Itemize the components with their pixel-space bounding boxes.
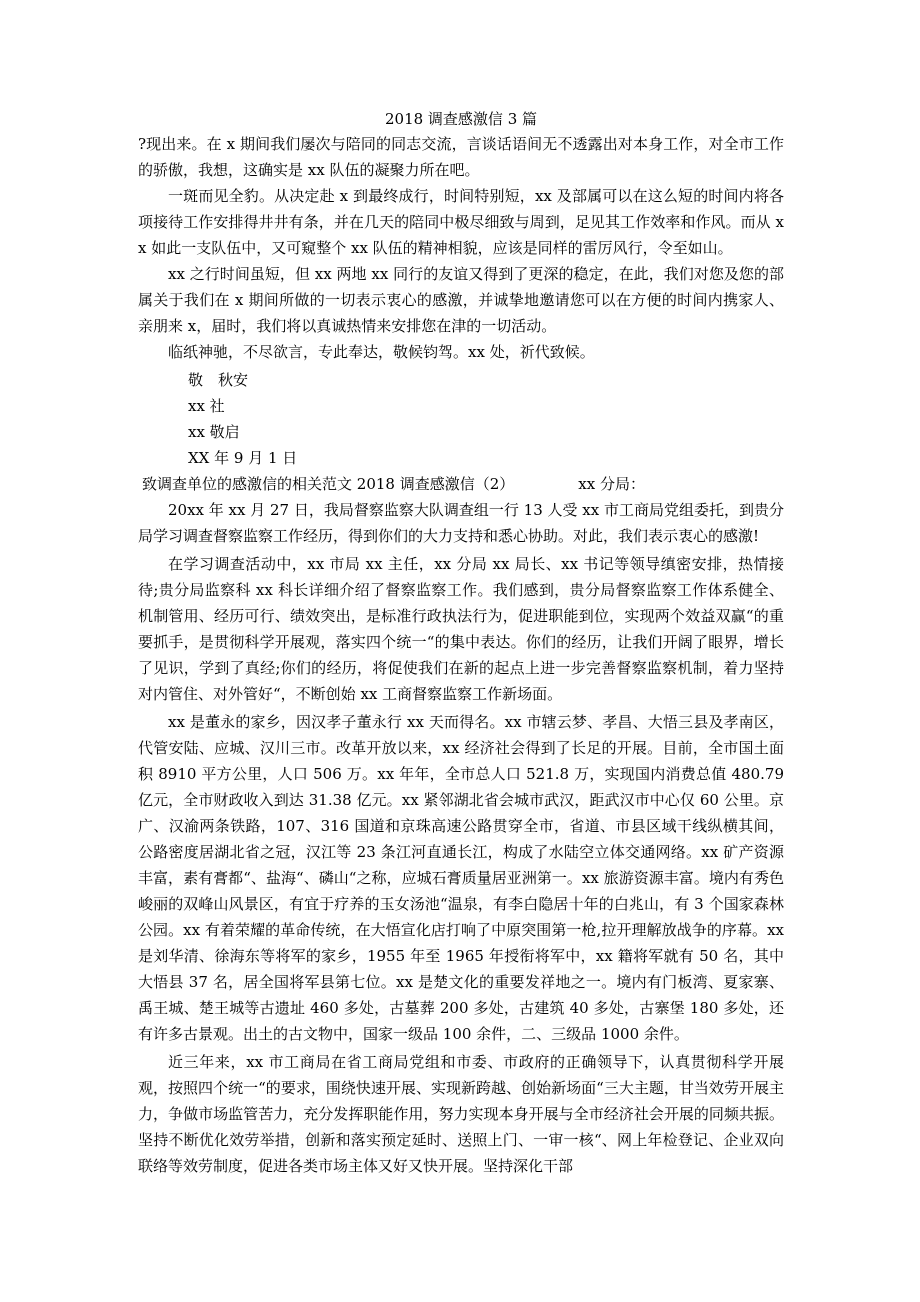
document-title: 2018 调查感激信 3 篇 xyxy=(384,110,538,128)
closing-date: XX 年 9 月 1 日 xyxy=(188,449,298,467)
paragraph: xx 之行时间虽短，但 xx 两地 xx 同行的友谊又得到了更深的稳定，在此，我们对您及您的部属关于我们在 x 期间所做的一切表示衷心的感激，并诚挚地邀请您可以在方便的时间内携家人、亲朋来 x，届时，我们将以真诚热情来安排您在津的一切活动。 xyxy=(138,265,784,335)
section-heading-recipient: xx 分局： xyxy=(578,475,645,493)
section-heading xyxy=(138,471,784,497)
closing-salute: 敬 秋安 xyxy=(188,371,249,389)
paragraph: 临纸神驰，不尽欲言，专此奉达，敬候钧驾。xx 处，祈代致候。 xyxy=(168,343,595,361)
paragraph: 在学习调查活动中，xx 市局 xx 主任，xx 分局 xx 局长、xx 书记等领导缜密安排，热情接待;贵分局监察科 xx 科长详细介绍了督察监察工作。我们感到，贵分局督察监察工作体系健全、机制管用、经历可行、绩效突出，是标准行政执法行为，促进职能到位，实现两个效益双赢“的重要抓手，是贯彻科学开展观，落实四个统一“的集中表达。你们的经历，让我们开阔了眼界，增长了见识，学到了真经;你们的经历，将促使我们在新的起点上进一步完善督察监察机制，着力坚持对内管住、对外管好“，不断创始 xx 工商督察监察工作新场面。 xyxy=(138,555,784,703)
paragraph: xx 是董永的家乡，因汉孝子董永行 xx 天而得名。xx 市辖云梦、孝昌、大悟三县及孝南区，代管安陆、应城、汉川三市。改革开放以来，xx 经济社会得到了长足的开展。目前，全市国土面积 8910 平方公里，人口 506 万。xx 年年，全市总人口 521.8 万，实现国内消费总值 480.79 亿元，全市财政收入到达 31.38 亿元。xx 紧邻湖北省会城市武汉，距武汉市中心仅 60 公里。京广、汉渝两条铁路，107、316 国道和京珠高速公路贯穿全市，省道、市县区域干线纵横其间，公路密度居湖北省之冠，汉江等 23 条江河直通长江，构成了水陆空立体交通网络。xx 矿产资源丰富，素有膏都“、盐海“、磷山“之称，应城石膏质量居亚洲第一。xx 旅游资源丰富。境内有秀色峻丽的双峰山风景区，有宜于疗养的玉女汤池“温泉，有李白隐居十年的白兆山，有 3 个国家森林公园。xx 有着荣耀的革命传统，在大悟宣化店打响了中原突围第一枪,拉开理解放战争的序幕。xx 是刘华清、徐海东等将军的家乡，1955 年至 1965 年授衔将军中，xx 籍将军就有 50 名，其中大悟县 37 名，居全国将军县第七位。xx 是楚文化的重要发祥地之一。境内有门板湾、夏家寨、禹王城、楚王城等古遗址 460 多处，古墓葬 200 多处，古建筑 40 多处，古寨堡 180 多处，还有许多古景观。出土的古文物中，国家一级品 100 余件，二、三级品 1000 余件。 xyxy=(138,713,784,1043)
paragraph: 20xx 年 xx 月 27 日，我局督察监察大队调查组一行 13 人受 xx 市工商局党组委托，到贵分局学习调查督察监察工作经历，得到你们的大力支持和悉心协助。对此，我们表示衷心的感激! xyxy=(138,501,784,545)
paragraph: 近三年来，xx 市工商局在省工商局党组和市委、市政府的正确领导下，认真贯彻科学开展观，按照四个统一“的要求，围绕快速开展、实现新跨越、创始新场面“三大主题，甘当效劳开展主力，争做市场监管苦力，充分发挥职能作用，努力实现本身开展与全市经济社会开展的同频共振。坚持不断优化效劳举措，创新和落实预定延时、送照上门、一审一核“、网上年检登记、企业双向联络等效劳制度，促进各类市场主体又好又快开展。坚持深化干部 xyxy=(138,1053,784,1175)
paragraph: 一斑而见全豹。从决定赴 x 到最终成行，时间特别短，xx 及部属可以在这么短的时间内将各项接待工作安排得井井有条，并在几天的陪同中极尽细致与周到，足见其工作效率和作风。而从 xx 如此一支队伍中，又可窥整个 xx 队伍的精神相貌，应该是同样的雷厉风行，令至如山。 xyxy=(138,187,784,257)
document-page xyxy=(138,108,784,1179)
section-heading-title: 致调查单位的感激信的相关范文 2018 调查感激信（2） xyxy=(142,475,515,493)
closing-signature: xx 敬启 xyxy=(188,423,240,441)
paragraph: ?现出来。在 x 期间我们屡次与陪同的同志交流，言谈话语间无不透露出对本身工作，对全市工作的骄傲，我想，这确实是 xx 队伍的凝聚力所在吧。 xyxy=(138,135,784,179)
closing-org: xx 社 xyxy=(188,397,225,415)
